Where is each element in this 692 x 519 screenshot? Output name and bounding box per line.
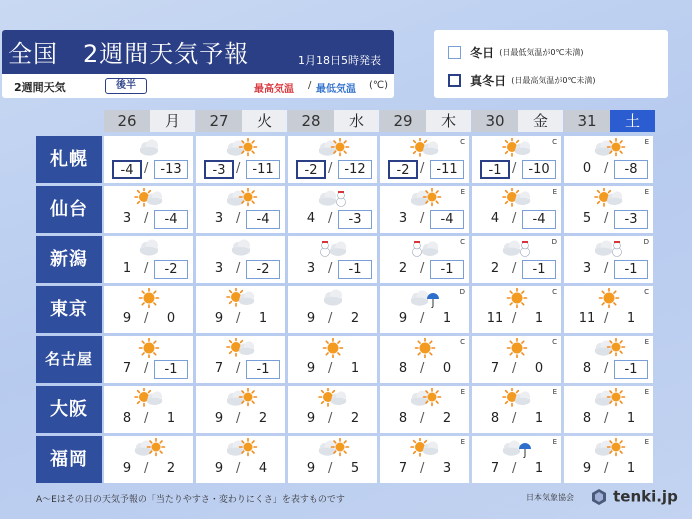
min-temp: 0 [166,311,176,326]
forecast-cell [288,286,377,333]
forecast-cell [104,436,193,483]
organization-name: 日本気象協会 [526,493,574,502]
date-header [472,110,563,132]
forecast-cell [104,186,193,233]
sub-label: 2週間天気 [14,81,66,94]
max-temp: 1 [122,261,132,276]
temp-separator: / [328,261,333,276]
max-temp: 8 [398,411,408,426]
temp-separator: / [144,361,149,376]
city-label [36,136,102,183]
min-temp: -3 [614,210,648,229]
temp-separator: / [144,161,149,176]
cloud-sun-icon [224,188,258,208]
reliability-grade: C [552,288,557,296]
sun-icon [408,338,442,358]
sun-cloud-icon [500,388,534,408]
temp-separator: / [420,311,425,326]
city-name: 大阪 [50,399,88,420]
min-temp: -1 [246,360,280,379]
day-of-week: 火 [242,110,287,132]
temp-separator: / [604,211,609,226]
cloud-icon [132,138,166,158]
min-temp: 0 [442,361,452,376]
reliability-grade: E [460,438,465,446]
min-temp: 1 [350,361,360,376]
temp-separator: / [604,261,609,276]
snow-cloud-icon [316,238,350,258]
sub-header [2,75,394,97]
cloud-snow-icon [316,188,350,208]
temp-separator: / [604,311,609,326]
forecast-cell [564,186,653,233]
cloud-sun-icon [592,138,626,158]
sun-cloud-icon [500,188,534,208]
forecast-cell [472,436,561,483]
cloud-umbrella-icon [500,438,534,458]
temp-separator: / [236,411,241,426]
min-temp: 1 [626,311,636,326]
forecast-cell [104,286,193,333]
grade-footnote: A～Eはその日の天気予報の「当たりやすさ・変わりにくさ」を表すものです [36,495,345,505]
forecast-cell [288,336,377,383]
forecast-cell [564,386,653,433]
min-temp: -4 [154,210,188,229]
reliability-grade: E [644,338,649,346]
sun-cloud-icon [408,438,442,458]
cloud-sun-icon [316,138,350,158]
min-temp: -13 [154,160,188,179]
max-temp: 9 [214,461,224,476]
dark-square-icon [448,74,461,87]
forecast-cell [472,386,561,433]
max-temp: 3 [306,261,316,276]
day-of-week: 月 [150,110,195,132]
forecast-cell [564,136,653,183]
forecast-cell [196,386,285,433]
forecast-cell [564,286,653,333]
min-temp: -11 [246,160,280,179]
sun-cloud-icon [500,138,534,158]
date-header [288,110,379,132]
light-square-icon [448,46,461,59]
max-temp: 3 [122,211,132,226]
city-name: 札幌 [50,149,88,170]
sun-icon [592,288,626,308]
sun-icon [132,288,166,308]
temp-separator: / [420,361,425,376]
temp-separator: / [144,261,149,276]
forecast-cell [564,436,653,483]
temp-separator: / [328,311,333,326]
forecast-cell [196,336,285,383]
reliability-grade: E [460,188,465,196]
max-temp: -2 [296,160,326,179]
min-temp: 1 [258,311,268,326]
forecast-cell [380,136,469,183]
reliability-grade: C [460,138,465,146]
forecast-cell [288,186,377,233]
reliability-grade: E [460,388,465,396]
reliability-grade: C [460,338,465,346]
forecast-cell [380,436,469,483]
min-temp: -8 [614,160,648,179]
min-temp: -3 [338,210,372,229]
max-temp: -1 [480,160,510,179]
forecast-cell [564,336,653,383]
max-temp: 11 [486,311,504,326]
temp-separator: / [328,361,333,376]
min-temp: 2 [442,411,452,426]
temp-separator: / [512,411,517,426]
temp-separator: / [420,261,425,276]
min-temp: 1 [166,411,176,426]
logo-text: tenki.jp [613,487,678,506]
reliability-grade: E [644,138,649,146]
temp-separator: / [512,311,517,326]
date-number: 29 [380,110,426,132]
min-temp: -1 [338,260,372,279]
date-header [104,110,195,132]
temp-separator: / [144,311,149,326]
max-temp: 3 [214,261,224,276]
sun-icon [500,338,534,358]
cloud-sun-icon [592,388,626,408]
temp-separator: / [512,361,517,376]
city-name: 東京 [50,299,88,320]
sun-cloud-icon [224,288,258,308]
min-temp: 1 [534,411,544,426]
sun-cloud-icon [408,138,442,158]
temp-separator: / [236,361,241,376]
date-number: 28 [288,110,334,132]
forecast-cell [472,186,561,233]
city-label [36,336,102,383]
min-temp: 1 [626,461,636,476]
reliability-grade: E [644,438,649,446]
reliability-grade: E [552,438,557,446]
max-temp: 8 [398,361,408,376]
period-badge: 後半 [105,78,147,94]
cloud-sun-icon [224,388,258,408]
legend-fuyubi-name: 冬日 [470,46,495,60]
min-temp: -12 [338,160,372,179]
max-temp: 9 [122,461,132,476]
min-temp: -4 [522,210,556,229]
snow-cloud-icon [408,238,442,258]
forecast-cell [104,386,193,433]
min-temp: -10 [522,160,556,179]
temp-separator: / [144,211,149,226]
label-separator: / [308,80,312,91]
min-temp: 2 [350,411,360,426]
max-temp: 8 [582,361,592,376]
max-temp: 3 [214,211,224,226]
page-title: 全国 2週間天気予報 [8,40,250,68]
min-temp: 1 [534,461,544,476]
sun-cloud-icon [132,388,166,408]
temp-separator: / [420,211,425,226]
forecast-cell [288,386,377,433]
cloud-sun-icon [592,338,626,358]
forecast-cell [472,136,561,183]
reliability-grade: E [644,188,649,196]
min-temp: 0 [534,361,544,376]
max-temp: 9 [398,311,408,326]
min-temp: -1 [430,260,464,279]
legend-mafuyubi-desc: (日最高気温が0℃未満) [511,76,596,85]
max-temp: 9 [582,461,592,476]
forecast-cell [380,386,469,433]
forecast-cell [196,136,285,183]
forecast-cell [104,336,193,383]
max-temp: 4 [306,211,316,226]
min-temp: 2 [350,311,360,326]
max-temp: 9 [306,311,316,326]
min-temp: -1 [614,260,648,279]
forecast-cell [472,336,561,383]
sun-icon [316,338,350,358]
max-temp: 7 [214,361,224,376]
max-temp: 7 [490,461,500,476]
max-temp: 2 [490,261,500,276]
min-temp: -1 [154,360,188,379]
city-name: 仙台 [50,199,88,220]
day-of-week: 土 [610,110,655,132]
max-temp-label: 最高気温 [254,84,294,95]
city-label [36,386,102,433]
date-number: 26 [104,110,150,132]
forecast-cell [196,186,285,233]
legend-panel [434,30,668,98]
max-temp: 2 [398,261,408,276]
temp-separator: / [512,211,517,226]
reliability-grade: D [459,288,465,296]
min-temp: 1 [534,311,544,326]
temp-separator: / [512,261,517,276]
date-number: 31 [564,110,610,132]
temp-separator: / [144,461,149,476]
min-temp: 1 [626,411,636,426]
city-label [36,186,102,233]
tenki-logo[interactable] [590,486,678,506]
cloud-sun-icon [224,138,258,158]
sun-icon [500,288,534,308]
reliability-grade: C [460,238,465,246]
city-name: 新潟 [50,249,88,270]
max-temp: -2 [388,160,418,179]
forecast-cell [380,236,469,283]
forecast-cell [288,236,377,283]
temp-separator: / [236,161,241,176]
max-temp: 3 [582,261,592,276]
max-temp: -4 [112,160,142,179]
cloud-snow-icon [592,238,626,258]
min-temp: -4 [430,210,464,229]
temp-separator: / [512,461,517,476]
forecast-cell [564,236,653,283]
temp-separator: / [604,411,609,426]
min-temp: -2 [154,260,188,279]
max-temp: 7 [490,361,500,376]
legend-mafuyubi-name: 真冬日 [470,74,507,88]
cloud-icon [224,238,258,258]
legend-mafuyubi [448,70,596,86]
forecast-cell [472,286,561,333]
reliability-grade: D [551,238,557,246]
date-number: 30 [472,110,518,132]
cloud-icon [316,288,350,308]
temp-separator: / [328,211,333,226]
min-temp: 1 [442,311,452,326]
max-temp: 9 [306,361,316,376]
forecast-cell [196,436,285,483]
temp-separator: / [144,411,149,426]
legend-fuyubi-desc: (日最低気温が0℃未満) [499,48,584,57]
cloud-sun-icon [316,438,350,458]
sun-cloud-icon [224,338,258,358]
max-temp: 9 [214,311,224,326]
temp-separator: / [512,161,517,176]
reliability-grade: C [552,138,557,146]
max-temp: 0 [582,161,592,176]
temp-separator: / [236,461,241,476]
min-temp: 2 [166,461,176,476]
min-temp-label: 最低気温 [316,84,356,95]
temp-separator: / [420,411,425,426]
forecast-cell [288,136,377,183]
cloud-sun-icon [224,438,258,458]
temp-separator: / [604,461,609,476]
day-of-week: 水 [334,110,379,132]
min-temp: -2 [246,260,280,279]
day-of-week: 金 [518,110,563,132]
max-temp: 9 [306,461,316,476]
temp-separator: / [604,161,609,176]
city-name: 福岡 [50,449,88,470]
sun-icon [132,338,166,358]
min-temp: 5 [350,461,360,476]
reliability-grade: E [552,388,557,396]
forecast-cell [104,236,193,283]
issued-time: 1月18日5時発表 [298,54,381,67]
date-header [564,110,655,132]
max-temp: 7 [398,461,408,476]
sun-cloud-icon [132,188,166,208]
min-temp: 2 [258,411,268,426]
forecast-cell [380,186,469,233]
cloud-umbrella-icon [408,288,442,308]
sun-cloud-icon [316,388,350,408]
max-temp: 9 [306,411,316,426]
temp-separator: / [420,161,425,176]
cloud-sun-icon [408,188,442,208]
max-temp: -3 [204,160,234,179]
min-temp: 3 [442,461,452,476]
min-temp: 4 [258,461,268,476]
forecast-cell [196,286,285,333]
cloud-sun-icon [592,438,626,458]
max-temp: 11 [578,311,596,326]
reliability-grade: C [644,288,649,296]
date-header [380,110,471,132]
cloud-icon [132,238,166,258]
temp-separator: / [328,411,333,426]
day-of-week: 木 [426,110,471,132]
date-header [196,110,287,132]
forecast-cell [196,236,285,283]
temp-separator: / [236,261,241,276]
forecast-cell [288,436,377,483]
forecast-cell [380,336,469,383]
forecast-cell [380,286,469,333]
city-label [36,436,102,483]
date-number: 27 [196,110,242,132]
forecast-cell [104,136,193,183]
max-temp: 8 [582,411,592,426]
tenki-logo-icon [590,488,608,506]
max-temp: 7 [122,361,132,376]
city-label [36,236,102,283]
city-name: 名古屋 [44,350,93,368]
city-label [36,286,102,333]
temp-separator: / [236,211,241,226]
temp-separator: / [236,311,241,326]
legend-fuyubi [448,42,584,58]
min-temp: -1 [522,260,556,279]
temp-separator: / [420,461,425,476]
temp-separator: / [328,161,333,176]
max-temp: 9 [122,311,132,326]
max-temp: 4 [490,211,500,226]
cloud-sun-icon [408,388,442,408]
temp-separator: / [328,461,333,476]
reliability-grade: E [644,388,649,396]
max-temp: 9 [214,411,224,426]
cloud-sun-icon [132,438,166,458]
reliability-grade: D [643,238,649,246]
min-temp: -1 [614,360,648,379]
reliability-grade: C [552,338,557,346]
max-temp: 8 [122,411,132,426]
min-temp: -4 [246,210,280,229]
max-temp: 8 [490,411,500,426]
temp-separator: / [604,361,609,376]
title-bar [2,30,394,74]
max-temp: 3 [398,211,408,226]
forecast-cell [472,236,561,283]
unit-label: (℃) [369,80,389,91]
min-temp: -11 [430,160,464,179]
sun-cloud-icon [592,188,626,208]
max-temp: 5 [582,211,592,226]
reliability-grade: E [552,188,557,196]
cloud-snow-icon [500,238,534,258]
